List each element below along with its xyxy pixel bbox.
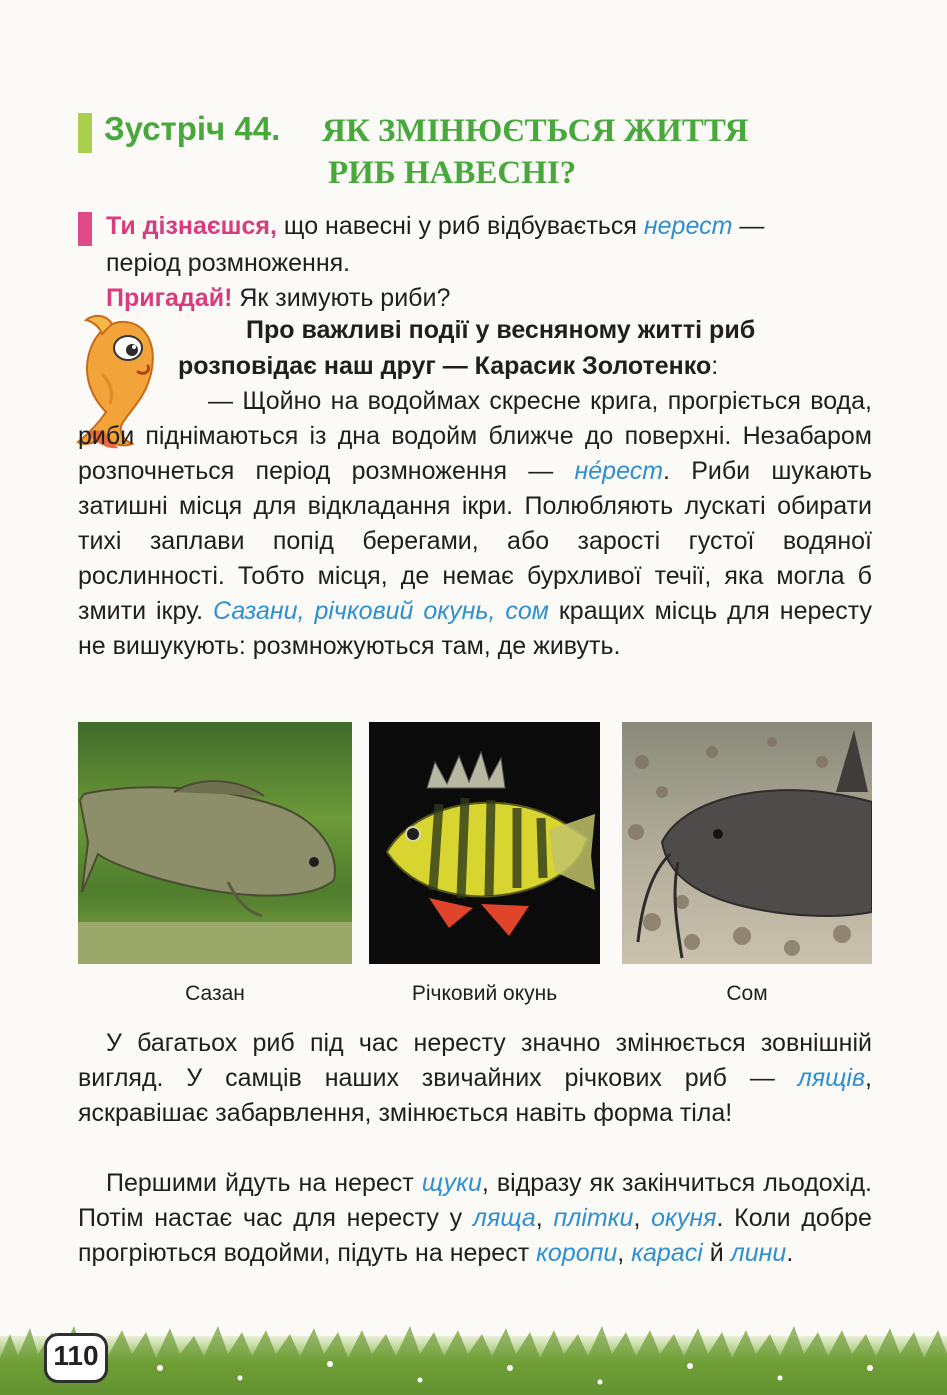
para3-comma-1: ,: [535, 1204, 554, 1232]
caption-catfish: Сом: [726, 982, 768, 1005]
intro-text-before: що навесні у риб відбувається: [276, 212, 644, 240]
story-lead-line-2-wrap: [178, 349, 718, 384]
story-p3: кращих місць для нересту не вишукують: розмножуються там, де живуть.: [78, 597, 873, 660]
title-line-1: ЯК ЗМІНЮЄТЬСЯ ЖИТТЯ: [322, 113, 749, 149]
term-bream-plural: лящів: [797, 1064, 866, 1092]
story-p1: — Щойно на водоймах скресне крига, прогріється вода, риби піднімаються із дна водойм ближче до поверхні. Незабаром розпочнеться період розмноження —: [78, 387, 872, 485]
story-lead-line-1: Про важливі події у весняному житті риб: [246, 316, 756, 344]
para3-text-2: , відразу як закінчиться льодохід. Потім настає час для нересту у: [78, 1169, 872, 1232]
intro-term: нерест: [643, 212, 733, 240]
para3-text-3: . Коли добре прогріються водойми, підуть на нерест: [78, 1204, 872, 1267]
carp-image-icon: [78, 722, 352, 964]
page-number: 110: [53, 1340, 99, 1371]
photo-catfish: [622, 722, 872, 964]
term-pike: щуки: [421, 1169, 482, 1197]
para3-text-1: Першими йдуть на нерест: [106, 1169, 422, 1197]
photo-carp: [78, 722, 352, 964]
page-title: [322, 110, 748, 194]
recall-line: [106, 281, 450, 316]
term-roach: плітки: [553, 1204, 634, 1232]
term-tench: лини: [730, 1239, 787, 1267]
title-marker: [78, 113, 92, 153]
grass-footer-icon: [0, 1318, 947, 1395]
intro-lead: Ти дізнаєшся,: [106, 212, 277, 240]
perch-image-icon: [369, 722, 600, 964]
story-p2: . Риби шукають затишні місця для відкладання ікри. Полюбляють лускаті обирати тихі заплави попід берегами, або зарості густої водяної рослинності. Тобто місця, де немає бурхливої течії, яка могла б змити ікру.: [78, 457, 872, 625]
para3-and: й: [702, 1239, 731, 1267]
para3-dot: .: [786, 1239, 794, 1267]
catfish-image-icon: [622, 722, 872, 964]
term-perch: окуня: [651, 1204, 717, 1232]
term-carp: коропи: [536, 1239, 618, 1267]
caption-perch: Річковий окунь: [411, 982, 558, 1005]
story-lead-colon: :: [711, 352, 719, 380]
story-lead-line-2: розповідає наш друг — Карасик Золотенко: [178, 352, 712, 380]
recall-question: Як зимують риби?: [232, 284, 451, 312]
intro-line-2: період розмноження.: [106, 249, 351, 277]
caption-carp: Сазан: [185, 982, 245, 1005]
paragraph-appearance: [78, 1026, 872, 1131]
term-bream: ляща: [472, 1204, 536, 1232]
para2-text-1: У багатьох риб під час нересту значно змінюється зовнішній вигляд. У самців наших звичайних річкових риб —: [78, 1029, 872, 1092]
story-paragraph: [78, 384, 872, 664]
title-line-2: РИБ НАВЕСНІ?: [328, 155, 577, 191]
term-nerest: не́рест: [574, 457, 664, 485]
meeting-number: Зустріч 44.: [104, 110, 281, 147]
para3-comma-2: ,: [633, 1204, 652, 1232]
intro-marker: [78, 212, 92, 246]
term-crucian: карасі: [631, 1239, 703, 1267]
photo-perch: [369, 722, 600, 964]
recall-label: Пригадай!: [106, 284, 233, 312]
intro-text: [106, 209, 876, 244]
paragraph-spawning-order: [78, 1166, 872, 1271]
para3-comma-3: ,: [617, 1239, 632, 1267]
para2-text-2: , яскравішає забарвлення, змінюється навіть форма тіла!: [78, 1064, 872, 1127]
intro-text-after: —: [732, 212, 765, 240]
fish-list: Сазани, річковий окунь, сом: [212, 597, 549, 625]
